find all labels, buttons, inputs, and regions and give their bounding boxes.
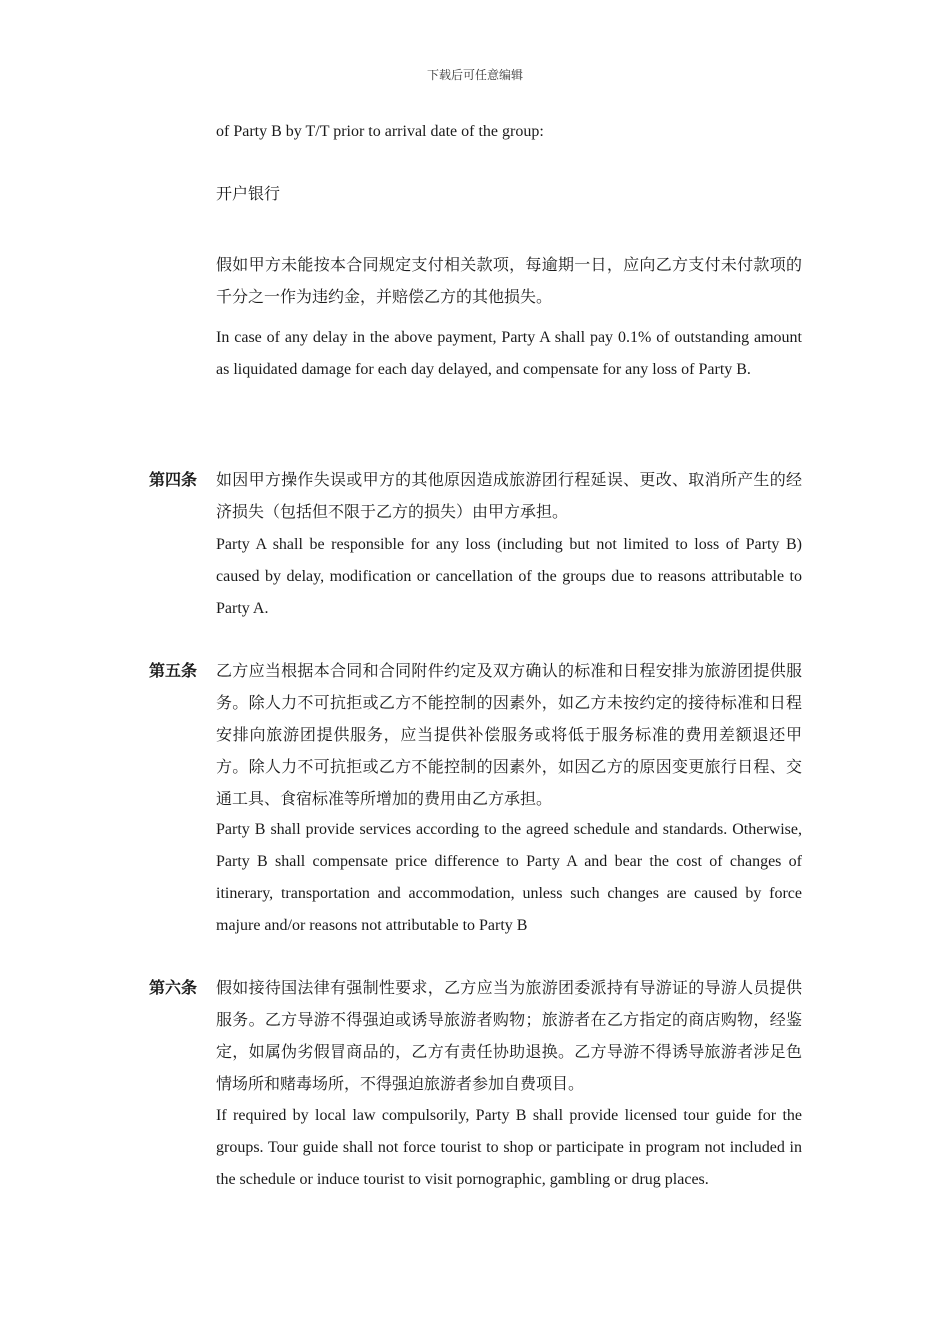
article-5-en: Party B shall provide services according to the agreed schedule and standards. Otherwise, Party B shall compensate price difference to Party A and bear the cost of changes of itinerary, transportation and accommodation, unless such changes are caused by force majure and/or reasons not attributable to Party B bbox=[216, 821, 802, 934]
article-4-cn: 如因甲方操作失误或甲方的其他原因造成旅游团行程延误、更改、取消所产生的经济损失（包括但不限于乙方的损失）由甲方承担。 bbox=[216, 472, 802, 521]
article-5-label: 第五条 bbox=[149, 663, 198, 680]
delay-clause-cn: 假如甲方未能按本合同规定支付相关款项，每逾期一日，应向乙方支付未付款项的千分之一作为违约金，并赔偿乙方的其他损失。 bbox=[216, 257, 802, 306]
article-6-label: 第六条 bbox=[149, 980, 198, 997]
article-6-cn: 假如接待国法律有强制性要求，乙方应当为旅游团委派持有导游证的导游人员提供服务。乙方导游不得强迫或诱导旅游者购物；旅游者在乙方指定的商店购物，经鉴定，如属伪劣假冒商品的，乙方有责任协助退换。乙方导游不得诱导旅游者涉足色情场所和赌毒场所，不得强迫旅游者参加自费项目。 bbox=[216, 980, 802, 1093]
article-6-en: If required by local law compulsorily, Party B shall provide licensed tour guide for the groups. Tour guide shall not force tourist to shop or participate in program not included in the schedule or induce tourist to visit pornographic, gambling or drug places. bbox=[216, 1107, 802, 1188]
bank-label: 开户银行 bbox=[216, 186, 281, 203]
article-4-en: Party A shall be responsible for any loss (including but not limited to loss of Party B) caused by delay, modification or cancellation of the groups due to reasons attributable to Party A. bbox=[216, 536, 802, 617]
page-header-note: 下载后可任意编辑 bbox=[426, 68, 523, 82]
article-5-cn: 乙方应当根据本合同和合同附件约定及双方确认的标准和日程安排为旅游团提供服务。除人力不可抗拒或乙方不能控制的因素外，如乙方未按约定的接待标准和日程安排向旅游团提供服务，应当提供补偿服务或将低于服务标准的费用差额退还甲方。除人力不可抗拒或乙方不能控制的因素外，如因乙方的原因变更旅行日程、交通工具、食宿标准等所增加的费用由乙方承担。 bbox=[216, 663, 802, 808]
delay-clause-en: In case of any delay in the above payment, Party A shall pay 0.1% of outstanding amount as liquidated damage for each day delayed, and compensate for any loss of Party B. bbox=[216, 329, 802, 378]
payment-continuation: of Party B by T/T prior to arrival date of the group: bbox=[216, 123, 544, 140]
article-4-label: 第四条 bbox=[149, 472, 198, 489]
